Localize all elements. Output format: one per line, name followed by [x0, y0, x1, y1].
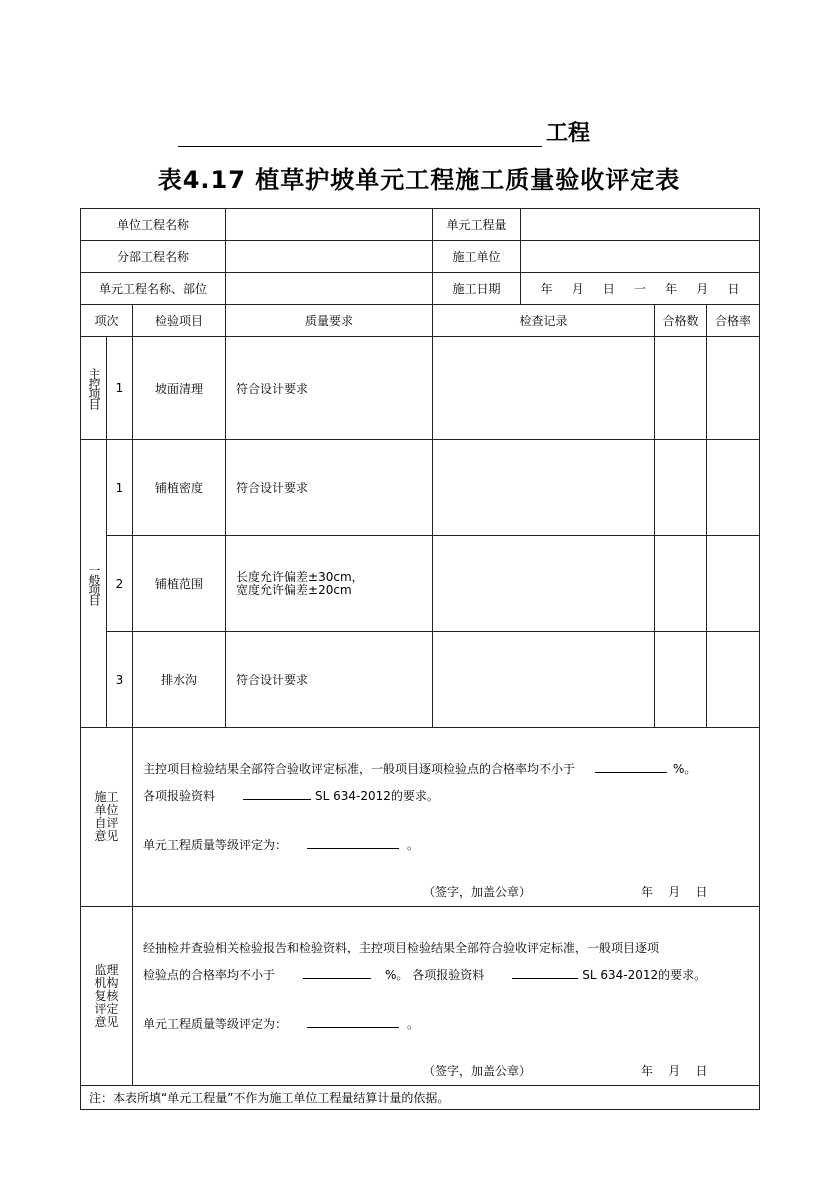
pass-rate-field[interactable]: [707, 440, 760, 536]
signature-label: （签字，加盖公章）: [423, 1064, 532, 1078]
table-row: [81, 632, 760, 728]
header-inspection-item: 检验项目: [133, 305, 226, 337]
record-field[interactable]: [433, 632, 655, 728]
header-quality-req: 质量要求: [226, 305, 433, 337]
element-name-field[interactable]: [226, 273, 433, 305]
pass-rate-blank[interactable]: [595, 758, 667, 773]
row-req: 符合设计要求: [226, 337, 433, 440]
project-name-line: [178, 116, 590, 147]
pass-count-field[interactable]: [655, 632, 707, 728]
page-title: 表4.17 植草护坡单元工程施工质量验收评定表: [157, 166, 681, 194]
row-no: 2: [107, 536, 133, 632]
evaluation-table: [80, 208, 760, 1110]
req-line: 长度允许偏差±30cm，: [236, 569, 364, 584]
unit-quantity-label: 单元工程量: [433, 209, 521, 241]
supervisor-eval-text: 各项报验资料: [412, 968, 485, 982]
self-eval-text: 主控项目检验结果全部符合验收评定标准，一般项目逐项检验点的合格率均不小于: [143, 762, 576, 776]
percent-sign: %。: [385, 968, 409, 982]
grade-blank[interactable]: [307, 1013, 399, 1028]
sign-date: 年 月 日: [641, 885, 708, 899]
contractor-field[interactable]: [521, 241, 760, 273]
record-field[interactable]: [433, 337, 655, 440]
row-req: 符合设计要求: [226, 440, 433, 536]
project-suffix: 工程: [546, 121, 591, 146]
self-eval-text: SL 634-2012的要求。: [315, 789, 439, 803]
materials-blank[interactable]: [243, 785, 311, 800]
row-item: 排水沟: [133, 632, 226, 728]
supervisor-eval-label: 监理机构复核评定意见: [94, 962, 119, 1029]
general-group-label: 一般项目: [87, 563, 101, 604]
construction-date-field[interactable]: [521, 273, 760, 305]
footnote: 注：本表所填“单元工程量”不作为施工单位工程量结算计量的依据。: [81, 1086, 760, 1110]
row-item: 铺植范围: [133, 536, 226, 632]
self-eval-label: 施工单位自评意见: [94, 790, 119, 843]
pass-count-field[interactable]: [655, 536, 707, 632]
construction-date-label: 施工日期: [433, 273, 521, 305]
percent-sign: %。: [673, 762, 697, 776]
self-eval-text: 各项报验资料: [143, 789, 216, 803]
unit-quantity-field[interactable]: [521, 209, 760, 241]
record-field[interactable]: [433, 536, 655, 632]
header-item-no: 项次: [81, 305, 133, 337]
table-row: [81, 440, 760, 536]
grade-blank[interactable]: [307, 834, 399, 849]
supervisor-eval-text: 经抽检并查验相关检验报告和检验资料，主控项目检验结果全部符合验收评定标准，一般项目逐项: [143, 941, 660, 955]
supervisor-eval-text: SL 634-2012的要求。: [582, 968, 707, 982]
date-month: 月: [696, 282, 709, 296]
pass-count-field[interactable]: [655, 337, 707, 440]
self-eval-row: [81, 728, 760, 907]
branch-project-name-field[interactable]: [226, 241, 433, 273]
period: 。: [407, 838, 420, 852]
materials-blank[interactable]: [512, 964, 578, 979]
row-no: 1: [107, 440, 133, 536]
row-req: [226, 536, 433, 632]
unit-project-name-label: 单位工程名称: [81, 209, 226, 241]
row-no: 3: [107, 632, 133, 728]
element-name-label: 单元工程名称、部位: [81, 273, 226, 305]
main-group-label: 主控项目: [87, 368, 101, 408]
record-field[interactable]: [433, 440, 655, 536]
date-dash: 一: [634, 282, 647, 296]
date-year: 年: [665, 282, 678, 296]
req-line: 宽度允许偏差±20cm: [236, 582, 352, 597]
pass-rate-blank[interactable]: [303, 964, 371, 979]
pass-rate-field[interactable]: [707, 632, 760, 728]
row-req: 符合设计要求: [226, 632, 433, 728]
contractor-label: 施工单位: [433, 241, 521, 273]
row-no: 1: [107, 337, 133, 440]
row-item: 铺植密度: [133, 440, 226, 536]
table-row: [81, 536, 760, 632]
supervisor-eval-row: [81, 907, 760, 1086]
project-name-blank[interactable]: [178, 122, 542, 147]
date-day: 日: [602, 282, 615, 296]
header-pass-rate: 合格率: [707, 305, 760, 337]
pass-count-field[interactable]: [655, 440, 707, 536]
sign-date: 年 月 日: [641, 1064, 708, 1078]
grade-label: 单元工程质量等级评定为：: [143, 838, 288, 852]
signature-label: （签字，加盖公章）: [423, 885, 532, 899]
date-month: 月: [571, 282, 584, 296]
period: 。: [407, 1017, 420, 1031]
grade-label: 单元工程质量等级评定为：: [143, 1017, 288, 1031]
pass-rate-field[interactable]: [707, 536, 760, 632]
date-year: 年: [540, 282, 553, 296]
row-item: 坡面清理: [133, 337, 226, 440]
header-pass-count: 合格数: [655, 305, 707, 337]
pass-rate-field[interactable]: [707, 337, 760, 440]
date-day: 日: [727, 282, 740, 296]
supervisor-eval-text: 检验点的合格率均不小于: [143, 968, 276, 982]
unit-project-name-field[interactable]: [226, 209, 433, 241]
header-record: 检查记录: [433, 305, 655, 337]
table-row: [81, 337, 760, 440]
branch-project-name-label: 分部工程名称: [81, 241, 226, 273]
